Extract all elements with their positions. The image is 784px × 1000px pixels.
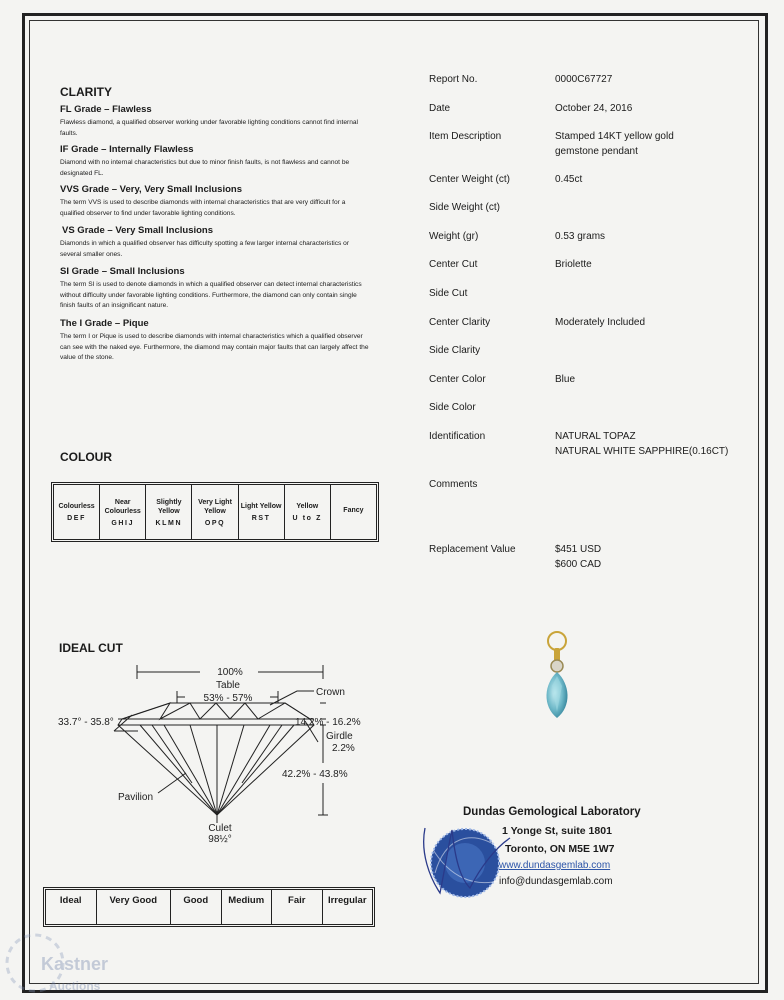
cut-grade-cell: Medium — [222, 890, 273, 924]
clarity-heading: CLARITY — [60, 85, 112, 99]
colour-cell — [54, 485, 100, 539]
clarity-grade-text: The term VVS is used to describe diamonds with internal characteristics that are very difficult for a qualified observer to find under favorable lighting conditions. — [60, 199, 346, 217]
colour-name: Yellow — [296, 503, 319, 510]
clarity-grade-text: Diamond with no internal characteristics but due to minor finish faults, is not flawless and cannot be designated FL. — [60, 159, 350, 177]
lab-address-line1: 1 Yonge St, suite 1801 — [502, 825, 612, 837]
field-label: Item Description — [429, 131, 502, 142]
clarity-grade-text: Diamonds in which a qualified observer has difficulty spotting a few larger internal characteristics or several smaller ones. — [60, 240, 350, 258]
field-label: Side Color — [429, 402, 476, 413]
field-value: 0.45ct — [555, 174, 583, 185]
field-label: Center Cut — [429, 259, 478, 270]
field-value: Stamped 14KT yellow gold gemstone pendant — [555, 131, 674, 157]
field-label: Center Weight (ct) — [429, 174, 510, 185]
colour-grades: KLMN — [155, 519, 183, 527]
girdle-percentage: 2.2% — [332, 743, 355, 754]
lab-address-line2: Toronto, ON M5E 1W7 — [505, 843, 615, 855]
colour-grades: OPQ — [204, 519, 226, 527]
colour-grades: U to Z — [292, 515, 322, 522]
svg-text:Auctions: Auctions — [49, 979, 101, 993]
cut-grade-cell: Very Good — [97, 890, 172, 924]
colour-heading: COLOUR — [60, 450, 112, 464]
diamond-proportions-diagram — [40, 655, 390, 850]
pavilion-label: Pavilion — [118, 792, 154, 803]
signature — [400, 808, 520, 908]
field-value: NATURAL TOPAZ NATURAL WHITE SAPPHIRE(0.16CT) — [555, 431, 729, 457]
clarity-grade-title: VS Grade – Very Small Inclusions — [62, 225, 214, 236]
table-label: Table — [216, 680, 240, 691]
colour-cell — [239, 485, 285, 539]
colour-name: Near Colourless — [104, 498, 141, 515]
colour-grades: DEF — [67, 515, 86, 522]
colour-name: Slightly Yellow — [156, 498, 182, 515]
colour-grades: RST — [251, 515, 271, 522]
field-label: Date — [429, 103, 451, 114]
colour-name: Colourless — [58, 503, 95, 510]
clarity-grade-title: FL Grade – Flawless — [60, 104, 152, 115]
field-label: Side Weight (ct) — [429, 202, 500, 213]
colour-scale-table — [51, 482, 379, 542]
field-label: Side Cut — [429, 288, 468, 299]
field-label: Center Clarity — [429, 317, 491, 328]
field-label: Side Clarity — [429, 345, 481, 356]
cut-grade-cell: Good — [171, 890, 222, 924]
field-label: Center Color — [429, 374, 486, 385]
colour-grades: GHIJ — [111, 519, 135, 527]
field-label: Identification — [429, 431, 486, 442]
colour-name: Light Yellow — [240, 503, 282, 510]
total-width-label: 100% — [217, 667, 243, 678]
colour-name: Fancy — [343, 506, 364, 514]
lab-name: Dundas Gemological Laboratory — [463, 806, 641, 818]
colour-cell — [285, 485, 331, 539]
ideal-cut-heading: IDEAL CUT — [59, 641, 123, 655]
table-percentage: 53% - 57% — [203, 693, 253, 704]
field-value: October 24, 2016 — [555, 103, 633, 114]
clarity-grade-title: IF Grade – Internally Flawless — [60, 144, 194, 155]
cut-grade-table — [43, 887, 375, 927]
field-value: Briolette — [555, 259, 592, 270]
field-value: Blue — [555, 374, 576, 385]
crown-angle: 33.7° - 35.8° — [58, 717, 114, 728]
crown-label: Crown — [316, 687, 345, 698]
colour-cell — [192, 485, 238, 539]
pavilion-depth: 42.2% - 43.8% — [282, 769, 348, 780]
field-label: Weight (gr) — [429, 231, 479, 242]
auction-watermark-logo — [5, 928, 125, 998]
clarity-grade-text: The term SI is used to denote diamonds in which a qualified observer can detect internal characteristics without difficulty under favorable lighting conditions. Furthermore, the diamond can only contain single finish faults of an insignificant nature. — [60, 281, 362, 309]
field-value: Moderately Included — [555, 317, 646, 328]
clarity-grade-title: VVS Grade – Very, Very Small Inclusions — [60, 184, 242, 195]
pendant-photo — [534, 628, 582, 726]
colour-cell — [100, 485, 146, 539]
colour-cell — [331, 485, 376, 539]
cut-grade-cell: Ideal — [46, 890, 97, 924]
culet-label: Culet — [208, 823, 232, 834]
field-value: 0.53 grams — [555, 231, 606, 242]
girdle-label: Girdle — [326, 731, 353, 742]
crown-height: 14.2% - 16.2% — [295, 717, 361, 728]
field-value: 0000C67727 — [555, 74, 613, 85]
clarity-grade-title: The I Grade – Pique — [60, 318, 149, 329]
colour-cell — [146, 485, 192, 539]
culet-angle: 98½° — [208, 834, 232, 845]
cut-grade-cell: Irregular — [327, 895, 367, 906]
colour-name: Very Light Yellow — [198, 498, 232, 515]
cut-grade-cell: Fair — [272, 890, 323, 924]
field-label: Report No. — [429, 74, 478, 85]
field-label: Replacement Value — [429, 544, 516, 555]
field-label: Comments — [429, 479, 478, 490]
clarity-grade-title: SI Grade – Small Inclusions — [60, 266, 185, 277]
svg-text:Kastner: Kastner — [41, 954, 109, 974]
clarity-grade-text: The term I or Pique is used to describe diamonds with internal characteristics which a qualified observer can see with the naked eye. Furthermore, the diamond may contain major faults that can largely affect the value of the stone. — [60, 333, 369, 361]
lab-website-link[interactable]: www.dundasgemlab.com — [499, 860, 611, 871]
field-value: $451 USD $600 CAD — [555, 544, 602, 570]
clarity-grade-text: Flawless diamond, a qualified observer working under favorable lighting conditions cannot find internal faults. — [60, 119, 358, 137]
lab-email[interactable]: info@dundasgemlab.com — [499, 876, 613, 887]
